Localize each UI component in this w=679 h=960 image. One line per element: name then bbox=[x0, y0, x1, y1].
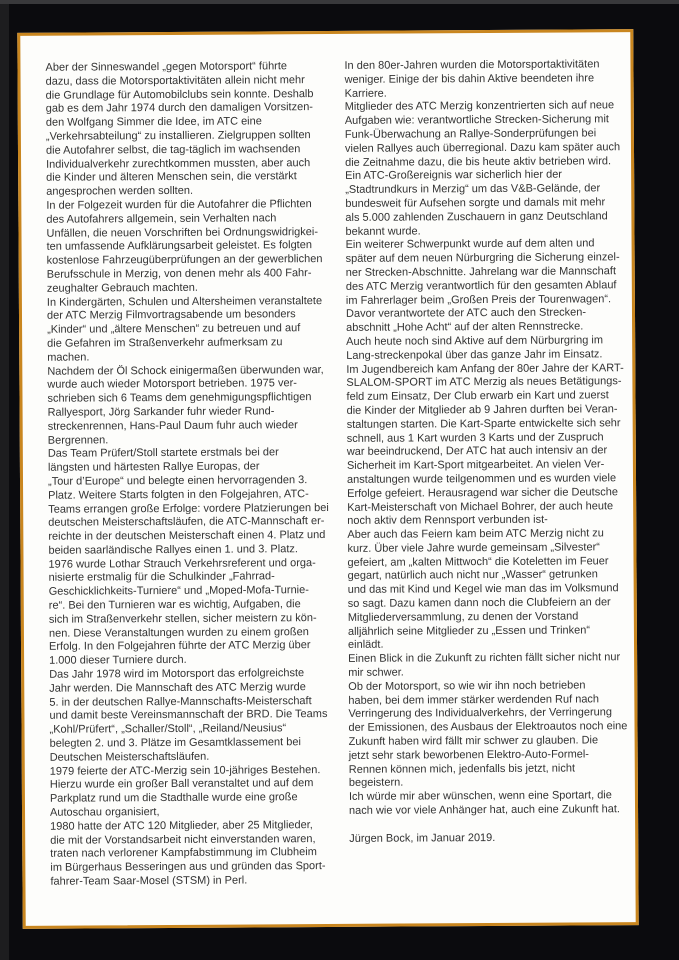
text-line: bundesweit für Aufsehen sorgte und damals mit mehr bbox=[345, 196, 606, 210]
text-line: die Zeitnahme dazu, die bis heute aktiv betrieben wird. bbox=[345, 154, 612, 169]
text-line: dazu, dass die Motorsportaktivitäten allein nicht mehr bbox=[45, 73, 305, 88]
text-line: Ein weiterer Schwerpunkt wurde auf dem alten und bbox=[345, 237, 595, 252]
left-text-column bbox=[45, 60, 341, 890]
text-line: den Wolfgang Simmer die Idee, im ATC eine bbox=[45, 115, 262, 129]
text-line: Ob der Motorsport, so wie wir ihn noch betrieben bbox=[348, 679, 586, 693]
text-line: „Kohl/Prüfert“, „Schaller/Stoll“, „Reiland/Neusius“ bbox=[49, 722, 287, 736]
text-line: des Autofahrers allgemein, sein Verhalten nach bbox=[46, 212, 277, 226]
paragraph bbox=[347, 527, 635, 653]
text-line: staltungen starten. Die Kart-Sparte entwickelte sich sehr bbox=[346, 416, 621, 431]
text-line: nen. Diese Veranstaltungen wurden zu einem großen bbox=[48, 625, 309, 640]
text-line: Funk-Überwachung an Rallye-Sonderprüfungen bei bbox=[344, 127, 597, 141]
paragraph bbox=[47, 294, 338, 365]
text-line: abschnitt „Hohe Acht“ auf der alten Rennstrecke. bbox=[346, 320, 584, 335]
text-line: Zukunft haben wird fällt mir schwer zu glauben. Die bbox=[348, 734, 599, 748]
text-line: In der Folgezeit wurden für die Autofahrer die Pflichten bbox=[46, 198, 312, 212]
text-line: In den 80er-Jahren wurden die Motorsportaktivitäten bbox=[344, 58, 600, 72]
text-line: der Emissionen, des Ausbaus der Elektroautos noch eine bbox=[348, 720, 628, 735]
text-line: die Gefahren im Straßenverkehr aufmerksam zu bbox=[47, 336, 283, 350]
paragraph bbox=[345, 169, 632, 240]
paragraph bbox=[50, 764, 341, 821]
text-line: Mitglieder des ATC Merzig konzentrierten sich auf neue bbox=[344, 99, 615, 114]
paragraph bbox=[349, 789, 636, 818]
text-line: Aufgaben wie: verantwortliche Strecken-Sicherung mit bbox=[344, 113, 609, 128]
text-line: feld zum Einsatz, Der Club erwarb ein Kart und zuerst bbox=[346, 389, 609, 404]
text-line: 1976 wurde Lothar Strauch Verkehrsreferent und orga- bbox=[48, 556, 316, 571]
text-line: Bergrennen. bbox=[47, 433, 109, 447]
text-line: Das Team Prüfert/Stoll startete erstmals bei der bbox=[47, 446, 279, 461]
text-line: Autoschau organisiert, bbox=[49, 806, 160, 819]
text-line: später auf dem neuen Nürburgring die Sicherung einzel- bbox=[345, 251, 620, 266]
text-line: die Kinder und älteren Menschen sein, die verstärkt bbox=[46, 170, 297, 185]
text-line: „Kinder“ und „ältere Menschen“ zu betreuen und auf bbox=[47, 322, 301, 336]
text-line: Karriere. bbox=[344, 87, 387, 100]
text-line: SLALOM-SPORT im ATC Merzig als neues Betätigungs- bbox=[346, 375, 622, 390]
text-line: ner Strecken-Abschnitte. Jahrelang war die Mannschaft bbox=[345, 265, 617, 279]
text-line: Berufsschule in Merzig, von denen mehr als 400 Fahr- bbox=[46, 267, 312, 281]
text-line: sich im Straßenverkehr stellen, sicher meistern zu kön- bbox=[48, 611, 317, 626]
text-line: „Verkehrsabteilung“ zu installieren. Zielgruppen sollten bbox=[45, 129, 311, 143]
text-line: Verringerung des Individualverkehrs, der Verringerung bbox=[348, 706, 613, 721]
text-line: nisierte erstmalig für die Schulkinder „Fahrrad- bbox=[48, 570, 275, 585]
text-line: alljährlich seine Mitglieder zu „Essen und Trinken“ bbox=[347, 624, 591, 638]
text-line: machen. bbox=[47, 351, 90, 364]
text-line: bekannt wurde. bbox=[345, 224, 421, 238]
text-line: Individualverkehr zurechtkommen mussten, aber auch bbox=[46, 156, 311, 171]
two-column-text bbox=[20, 32, 635, 890]
text-line: Aber der Sinneswandel „gegen Motorsport“ führte bbox=[45, 60, 288, 74]
text-line: die Grundlage für Automobilclubs sein konnte. Deshalb bbox=[45, 87, 314, 102]
text-line: Jürgen Bock, im Januar 2019. bbox=[349, 831, 496, 845]
text-line: des ATC Merzig verantwortlich für den gesamten Ablauf bbox=[345, 278, 617, 293]
text-line: gegart, natürlich auch nicht nur „Wasser“ getrunken bbox=[347, 568, 598, 583]
text-line: Parkplatz rund um die Stadthalle wurde eine große bbox=[49, 791, 298, 805]
paragraph bbox=[348, 651, 635, 680]
text-line: Sicherheit im Kart-Sport mitgearbeitet. An vielen Ver- bbox=[346, 458, 605, 472]
text-line: kostenlose Fahrzeugüberprüfungen an der gewerblichen bbox=[46, 253, 323, 267]
text-line: Lang-streckenpokal über das ganze Jahr im Einsatz. bbox=[346, 348, 603, 362]
text-line: als 5.000 zahlenden Zuschauern in ganz Deutschland bbox=[345, 210, 608, 224]
text-line: Jahr werden. Die Mannschaft des ATC Merzig wurde bbox=[49, 680, 306, 695]
text-line: Ich würde mir aber wünschen, wenn eine Sportart, die bbox=[348, 789, 612, 804]
text-line: Geschicklichkeits-Turniere“ und „Moped-Mofa-Turnie- bbox=[48, 584, 309, 598]
paragraph bbox=[50, 819, 341, 890]
text-line: so sagt. Dazu kamen dann noch die Clubfeiern an der bbox=[347, 596, 611, 610]
text-line: noch aktiv dem Rennsport verbunden ist- bbox=[347, 513, 548, 528]
text-line: anstaltungen wurde teilgenommen und es wurden viele bbox=[346, 472, 617, 486]
text-line: In Kindergärten, Schulen und Altersheimen veranstaltete bbox=[46, 294, 323, 309]
text-line: Auch heute noch sind Aktive auf dem Nürburgring im bbox=[346, 334, 604, 348]
text-line: Hierzu wurde ein großer Ball veranstaltet und auf dem bbox=[49, 777, 314, 792]
text-line: Ein ATC-Großereignis war sicherlich hier der bbox=[345, 168, 562, 183]
text-line: Rallyesport, Jörg Sarkander fuhr wieder Rund- bbox=[47, 405, 275, 419]
text-line: haben, bei dem immer stärker werdenden Ruf nach bbox=[348, 693, 600, 707]
paragraph bbox=[346, 334, 633, 363]
paragraph bbox=[345, 100, 632, 171]
paragraph bbox=[49, 667, 341, 765]
text-line: „Stadtrundkurs in Merzig“ um das V&B-Gelände, der bbox=[345, 182, 601, 197]
paragraph bbox=[47, 363, 339, 448]
text-line: schnell, aus 1 Kart wurden 3 Karts und der Zuspruch bbox=[346, 430, 604, 445]
paragraph bbox=[346, 237, 634, 335]
text-line: schrieben sich 6 Teams dem genehmigungspflichtigen bbox=[47, 391, 312, 405]
text-line: Nachdem der Öl Schock einigermaßen überwunden war, bbox=[47, 363, 324, 378]
text-line: Einen Blick in die Zukunft zu richten fällt sicher nicht nur bbox=[348, 651, 621, 666]
text-line: vielen Rallyes auch überregional. Dazu kam später auch bbox=[344, 140, 621, 155]
text-line: Das Jahr 1978 wird im Motorsport das erfolgreichste bbox=[49, 667, 305, 681]
text-line: beiden saarländische Rallyes einen 1. und 3. Platz. bbox=[48, 543, 298, 557]
text-line: ten umfassende Aufklärungsarbeit geleistet. Es folgten bbox=[46, 239, 313, 254]
text-line: 1980 hatte der ATC 120 Mitglieder, aber 25 Mitglieder, bbox=[50, 818, 313, 833]
text-line: begeistern. bbox=[348, 776, 404, 790]
text-line: 1.000 dieser Turniere durch. bbox=[49, 654, 187, 667]
text-line: streckenrennen, Hans-Paul Daum fuhr auch wieder bbox=[47, 418, 298, 433]
text-line: 1979 feierte der ATC-Merzig sein 10-jähriges Bestehen. bbox=[49, 763, 321, 778]
paragraph bbox=[45, 60, 337, 200]
text-line: Erfolge gefeiert. Herausragend war sicher die Deutsche bbox=[347, 485, 618, 500]
text-line: 5. in der deutschen Rallye-Mannschafts-Meisterschaft bbox=[49, 694, 312, 709]
text-line: gefeiert, am „kalten Mittwoch“ die Koteletten im Feuer bbox=[347, 554, 609, 569]
text-line: Teams errangen große Erfolge: vordere Platzierungen bei bbox=[48, 501, 329, 516]
right-text-column bbox=[344, 58, 636, 888]
text-line: Deutschen Meisterschaftsläufen. bbox=[49, 750, 210, 764]
paragraph bbox=[344, 58, 631, 101]
scanner-edge-left bbox=[0, 0, 9, 960]
document-paper bbox=[17, 29, 638, 929]
text-line: angesprochen werden sollten. bbox=[46, 184, 194, 198]
text-line: Unfällen, die neuen Vorschriften bei Ordnungswidrigkei- bbox=[46, 225, 319, 240]
paragraph bbox=[46, 198, 338, 296]
text-line: jetzt sehr stark beworbenen Elektro-Auto-Formel- bbox=[348, 748, 589, 762]
text-line: Rennen können mich, jedenfalls bis jetzt, nicht bbox=[348, 762, 576, 776]
text-line: der ATC Merzig Filmvortragsabende um besonders bbox=[46, 308, 296, 323]
text-line: nach wie vor viele Anhänger hat, auch eine Zukunft hat. bbox=[348, 803, 620, 817]
paragraph bbox=[48, 557, 340, 669]
text-line: war beeindruckend, Der ATC hat auch intensiv an der bbox=[346, 444, 608, 459]
text-line: Mitgliederversammlung, zu denen der Vorstand bbox=[347, 610, 579, 624]
text-line: die Autofahrer selbst, die tag-täglich im wachsenden bbox=[45, 142, 301, 157]
text-line: „Tour d’Europe“ und belegte einen hervorragenden 3. bbox=[47, 474, 308, 488]
text-line: Davor verantwortete der ATC auch den Strecken- bbox=[345, 306, 587, 321]
text-line: Kart-Meisterschaft von Michael Bohrer, der auch heute bbox=[347, 499, 614, 514]
text-line: fahrer-Team Saar-Mosel (STSM) in Perl. bbox=[50, 874, 248, 888]
paragraph bbox=[346, 362, 634, 529]
text-line: belegten 2. und 3. Plätze im Gesamtklassement bei bbox=[49, 736, 301, 750]
text-line: Im Jugendbereich kam Anfang der 80er Jahre der KART- bbox=[346, 361, 624, 376]
text-line: im Fahrerlager beim „Großen Preis der Tourenwagen“. bbox=[345, 292, 612, 307]
text-line: und das mit Kind und Kegel wie man das im Volksmund bbox=[347, 582, 619, 597]
text-line: die mit der Vorstandsarbeit nicht einverstanden waren, bbox=[50, 832, 316, 847]
text-line: mir schwer. bbox=[348, 666, 404, 679]
paragraph bbox=[349, 817, 636, 846]
text-line: zeughalter Gebrauch machten. bbox=[46, 281, 198, 295]
text-line: weniger. Einige der bis dahin Aktive beendeten ihre bbox=[344, 72, 595, 86]
text-line: und damit beste Vereinsmannschaft der BRD. Die Teams bbox=[49, 708, 328, 723]
text-line: Platz. Weitere Starts folgten in den Folgejahren, ATC- bbox=[48, 487, 309, 502]
text-line: re“. Bei den Turnieren war es wichtig, Aufgaben, die bbox=[48, 598, 301, 612]
text-line: wurde auch wieder Motorsport betrieben. 1975 ver- bbox=[47, 377, 297, 392]
paragraph bbox=[48, 446, 340, 558]
text-line: die Kinder der Mitglieder ab 9 Jahren durften bei Veran- bbox=[346, 403, 618, 417]
paragraph bbox=[348, 679, 636, 791]
text-line: traten nach verlorener Kampfabstimmung im Clubheim bbox=[50, 846, 317, 861]
text-line: Erfolg. In den Folgejahren führte der ATC Merzig über bbox=[48, 639, 311, 654]
text-line: kurz. Über viele Jahre wurde gemeinsam „Silvester“ bbox=[347, 541, 600, 555]
text-line: längsten und härtesten Rallye Europas, der bbox=[47, 460, 260, 474]
text-line: Aber auch das Feiern kam beim ATC Merzig nicht zu bbox=[347, 527, 604, 541]
text-line: deutschen Meisterschaftsläufen, die ATC-Mannschaft er- bbox=[48, 515, 325, 530]
text-line: gab es dem Jahr 1974 durch den damaligen Vorsitzen- bbox=[45, 101, 314, 116]
text-line: im Bürgerhaus Besseringen aus und gründen das Sport- bbox=[50, 860, 326, 874]
text-line: einlädt. bbox=[347, 639, 384, 652]
text-line: reichte in der deutschen Meisterschaft einen 4. Platz und bbox=[48, 529, 326, 543]
